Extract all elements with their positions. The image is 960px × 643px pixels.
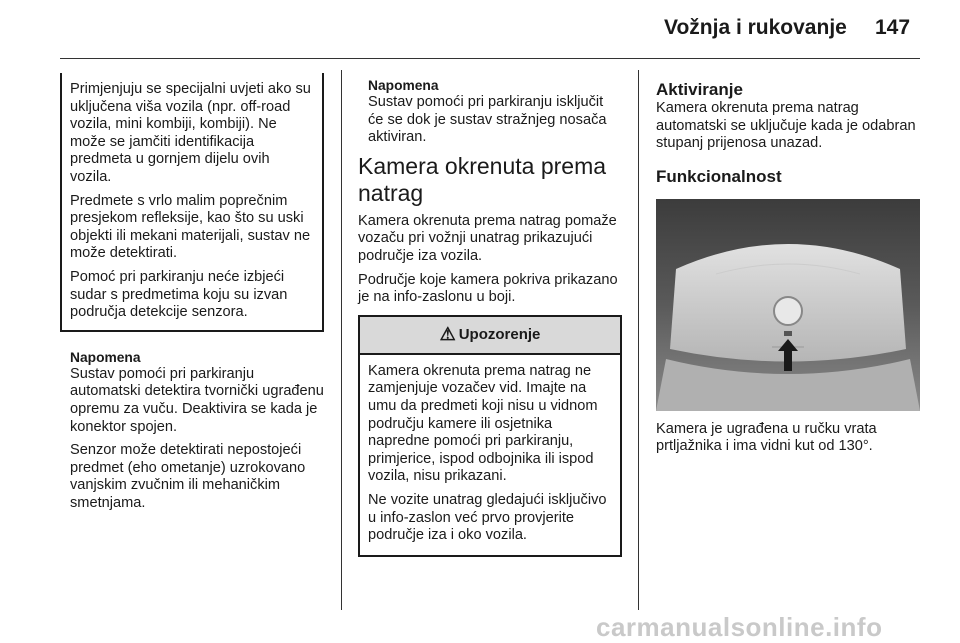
column-3 (656, 80, 920, 462)
column-1 (60, 73, 324, 518)
column-divider-2 (638, 70, 639, 610)
warning-header (360, 317, 620, 355)
note-block (60, 350, 324, 513)
running-header-title: Vožnja i rukovanje (664, 16, 847, 39)
note-paragraph: Sustav pomoći pri parkiranju automatski detektira tvornički ugrađenu opremu za vuču. Deaktivira se kada je konektor spojen. (70, 365, 324, 435)
page-number: 147 (875, 16, 911, 39)
warning-icon: ⚠ (439, 323, 456, 344)
watermark: carmanualsonline.info (596, 612, 883, 642)
warning-body (360, 355, 620, 555)
warning-paragraph: Kamera okrenuta prema natrag ne zamjenjuje vozačev vid. Imajte na umu da predmeti koji nisu u vidnom području kamere ili osjetnika napredne pomoći pri parkiranju, primjerice, ispod odbojnika ili ispod vozila, nisu prikazani. (368, 362, 598, 485)
note-paragraph: Senzor može detektirati nepostojeći predmet (eho ometanje) uzrokovano vanjskim zvučnim ili mehaničkim smetnjama. (70, 442, 306, 511)
photo-caption: Kamera je ugrađena u ručku vrata prtljažnika i ima vidni kut od 130°. (656, 420, 877, 455)
note-paragraph: Sustav pomoći pri parkiranju isključit će se dok je sustav stražnjeg nosača aktiviran. (368, 94, 607, 146)
column-2 (358, 78, 622, 557)
note-title: Napomena (70, 349, 141, 365)
section-heading-camera: Kamera okrenuta prema natrag (358, 152, 607, 206)
section-heading-activation: Aktiviranje (656, 80, 743, 99)
note-block (358, 78, 622, 147)
box-paragraph: Pomoć pri parkiranju neće izbjeći sudar s predmetima koju su izvan područja detekcije senzora. (70, 268, 288, 321)
header-divider (60, 58, 920, 59)
continued-warning-box (60, 73, 324, 332)
body-paragraph: Područje koje kamera pokriva prikazano je na info-zaslonu u boji. (358, 271, 618, 306)
warning-box (358, 315, 622, 557)
warning-paragraph: Ne vozite unatrag gledajući isključivo u info-zaslon već prvo provjerite područje iza i oko vozila. (368, 491, 607, 544)
box-paragraph: Primjenjuju se specijalni uvjeti ako su uključena viša vozila (npr. off-road vozila, mini kombiji, kombiji). Ne može se jamčiti identifikacija predmeta u gornjem dijelu ovih vozila. (70, 81, 311, 185)
body-paragraph: Kamera okrenuta prema natrag pomaže vozaču pri vožnji unatrag prikazujući područje iza vozila. (358, 212, 617, 264)
section-heading-function: Funkcionalnost (656, 166, 782, 186)
activation-paragraph: Kamera okrenuta prema natrag automatski se uključuje kada je odabran stupanj prijenosa unazad. (656, 100, 916, 152)
note-title: Napomena (368, 78, 439, 93)
warning-title: Upozorenje (458, 325, 541, 343)
column-divider-1 (341, 70, 342, 610)
box-paragraph: Predmete s vrlo malim poprečnim presjekom refleksije, kao što su uski objekti ili mekani materijali, sustav ne može detektirati. (70, 192, 311, 262)
camera-location-photo (656, 199, 920, 411)
